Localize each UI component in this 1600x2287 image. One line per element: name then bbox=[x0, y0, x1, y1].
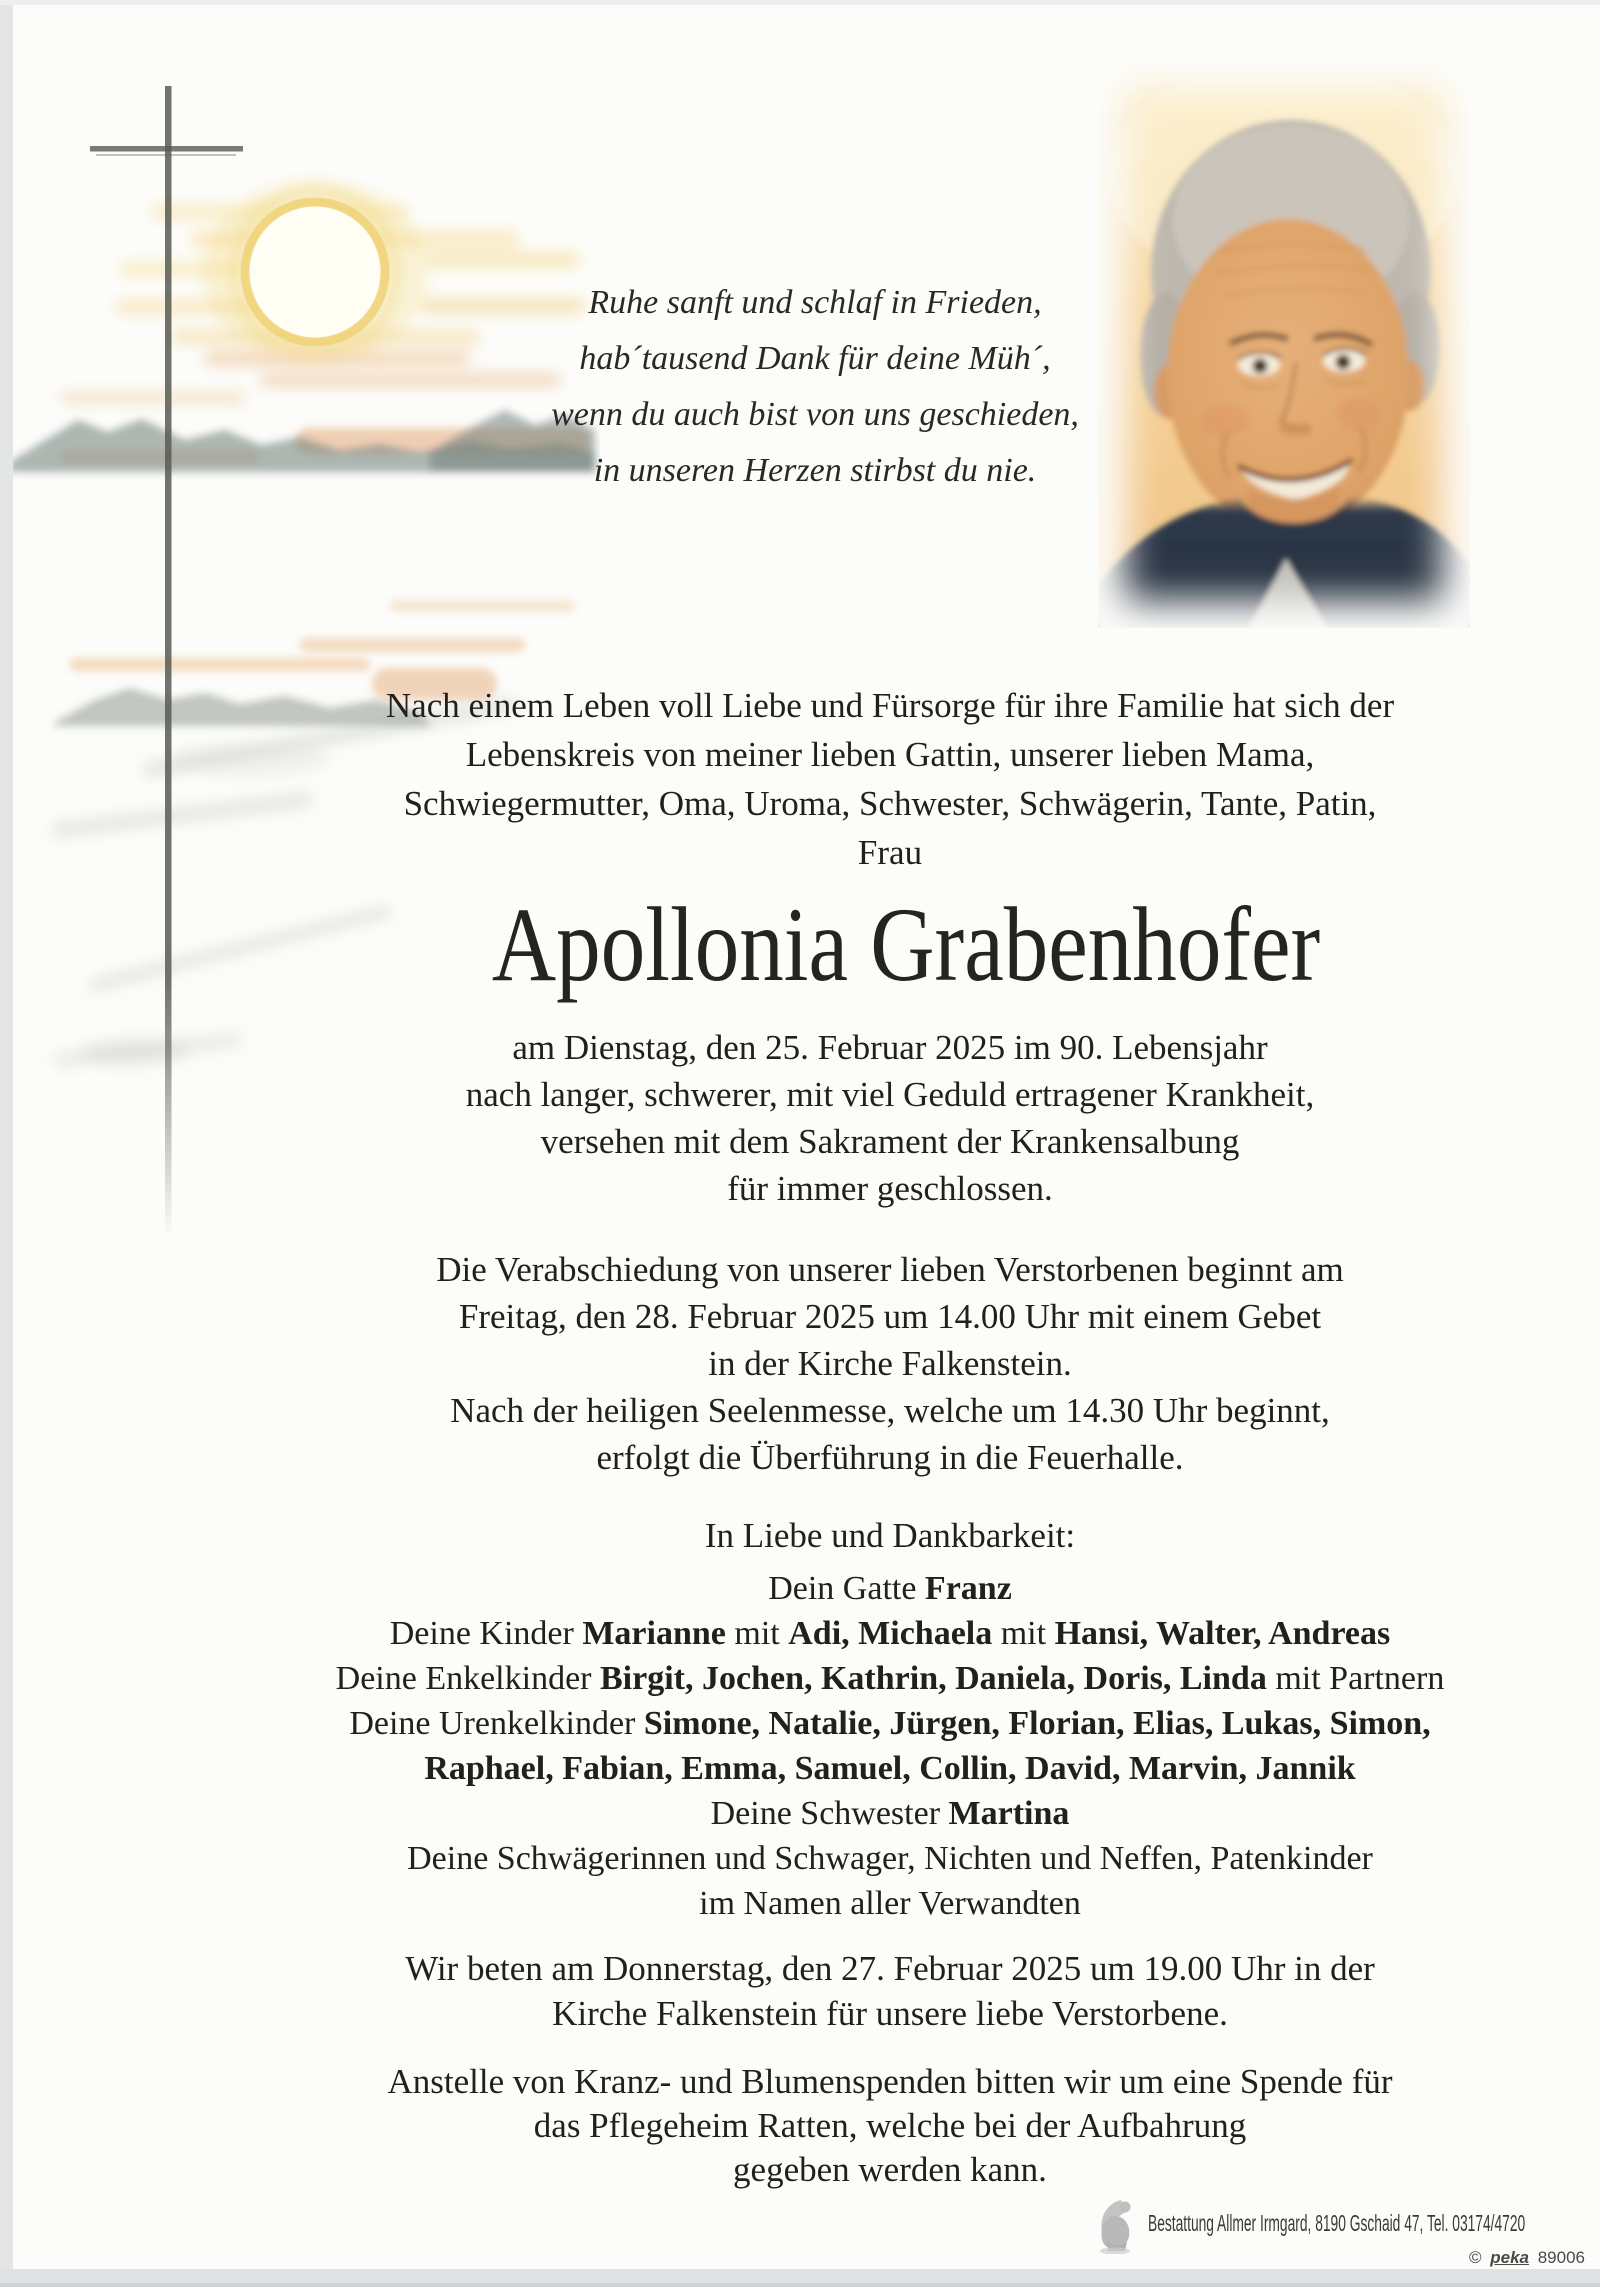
mourner-line: im Namen aller Verwandten bbox=[699, 1885, 1081, 1922]
announcement-intro bbox=[195, 681, 1585, 877]
intro-line: Schwiegermutter, Oma, Uroma, Schwester, Schwägerin, Tante, Patin, bbox=[403, 784, 1377, 823]
copyright-symbol: © bbox=[1468, 2248, 1482, 2267]
verse-line: in unseren Herzen stirbst du nie. bbox=[593, 452, 1037, 489]
prayer-line: Kirche Falkenstein für unsere liebe Verstorbene. bbox=[552, 1994, 1228, 2033]
donation-line: das Pflegeheim Ratten, welche bei der Aufbahrung bbox=[533, 2106, 1247, 2145]
scan-edge-left bbox=[0, 0, 13, 2287]
deceased-name bbox=[225, 886, 1587, 1004]
gratitude-heading: In Liebe und Dankbarkeit: bbox=[704, 1516, 1076, 1555]
mourner-line: Deine Schwägerinnen und Schwager, Nichten und Neffen, Patenkinder bbox=[407, 1840, 1373, 1877]
passing-details bbox=[195, 1024, 1585, 1212]
deceased-name-text: Apollonia Grabenhofer bbox=[491, 886, 1321, 1003]
donation-request bbox=[195, 2060, 1585, 2192]
mourner-line: Deine Enkelkinder Birgit, Jochen, Kathrin, Daniela, Doris, Linda mit Partnern bbox=[335, 1660, 1445, 1697]
mourner-line: Dein Gatte Franz bbox=[768, 1570, 1012, 1607]
angel-logo-icon bbox=[1091, 2196, 1139, 2254]
mourner-line: Raphael, Fabian, Emma, Samuel, Collin, David, Marvin, Jannik bbox=[424, 1750, 1356, 1787]
mourner-line: Deine Schwester Martina bbox=[710, 1795, 1070, 1832]
verse-line: wenn du auch bist von uns geschieden, bbox=[551, 396, 1079, 433]
prayer-announcement bbox=[195, 1946, 1585, 2036]
farewell-line: erfolgt die Überführung in die Feuerhalle. bbox=[596, 1438, 1184, 1477]
cross-bar bbox=[90, 146, 243, 152]
scan-edge-top bbox=[0, 0, 1600, 5]
print-number: 89006 bbox=[1537, 2248, 1585, 2267]
funeral-home-info: Bestattung Allmer Irmgard, 8190 Gschaid 47, Tel. 03174/4720 bbox=[1148, 2210, 1526, 2236]
farewell-line: Die Verabschiedung von unserer lieben Verstorbenen beginnt am bbox=[436, 1250, 1344, 1289]
verse-line: Ruhe sanft und schlaf in Frieden, bbox=[588, 284, 1042, 321]
mourners-list bbox=[195, 1566, 1585, 1926]
verse-line: hab´tausend Dank für deine Müh´, bbox=[579, 340, 1051, 377]
farewell-line: in der Kirche Falkenstein. bbox=[708, 1344, 1072, 1383]
cross-vertical bbox=[165, 86, 172, 1236]
print-brand: peka bbox=[1490, 2248, 1529, 2267]
mourner-line: Deine Urenkelkinder Simone, Natalie, Jürgen, Florian, Elias, Lukas, Simon, bbox=[349, 1705, 1431, 1742]
intro-line: Lebenskreis von meiner lieben Gattin, unserer lieben Mama, bbox=[465, 735, 1315, 774]
passing-line: versehen mit dem Sakrament der Krankensalbung bbox=[540, 1122, 1240, 1161]
donation-line: Anstelle von Kranz- und Blumenspenden bitten wir um eine Spende für bbox=[387, 2062, 1393, 2101]
prayer-line: Wir beten am Donnerstag, den 27. Februar 2025 um 19.00 Uhr in der bbox=[405, 1949, 1375, 1988]
farewell-line: Freitag, den 28. Februar 2025 um 14.00 Uhr mit einem Gebet bbox=[458, 1297, 1322, 1336]
farewell-details bbox=[195, 1246, 1585, 1481]
donation-line: gegeben werden kann. bbox=[733, 2150, 1047, 2189]
intro-line: Nach einem Leben voll Liebe und Fürsorge für ihre Familie hat sich der bbox=[385, 686, 1395, 725]
farewell-line: Nach der heiligen Seelenmesse, welche um 14.30 Uhr beginnt, bbox=[450, 1391, 1330, 1430]
mourner-line: Deine Kinder Marianne mit Adi, Michaela mit Hansi, Walter, Andreas bbox=[389, 1615, 1391, 1652]
memorial-verse bbox=[430, 275, 1200, 499]
scan-edge-bottom-shadow bbox=[0, 2283, 1600, 2287]
passing-line: nach langer, schwerer, mit viel Geduld ertragener Krankheit, bbox=[465, 1075, 1315, 1114]
passing-line: am Dienstag, den 25. Februar 2025 im 90. Lebensjahr bbox=[512, 1028, 1268, 1067]
passing-line: für immer geschlossen. bbox=[727, 1169, 1053, 1208]
print-credit bbox=[1385, 2248, 1585, 2268]
intro-line: Frau bbox=[857, 833, 923, 872]
